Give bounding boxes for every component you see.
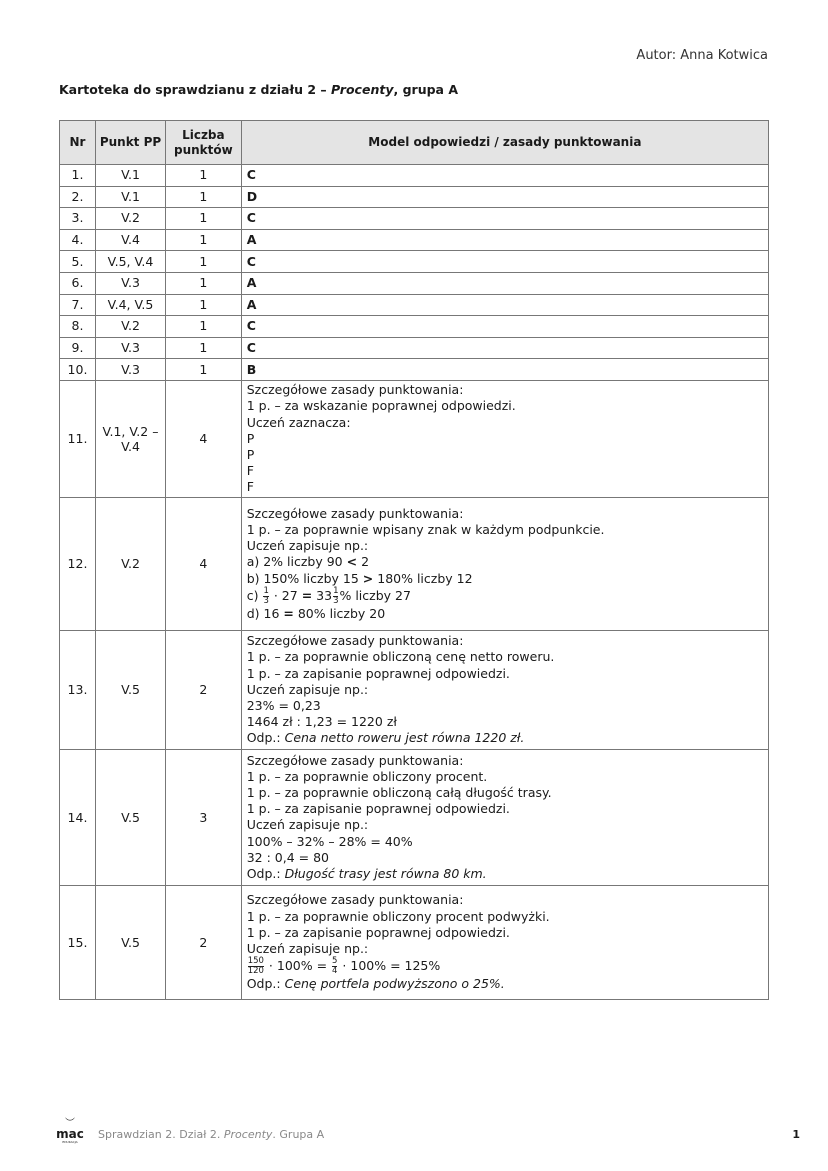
text-segment: P (246, 447, 255, 463)
text-segment: · 27 (269, 587, 302, 603)
denominator: 4 (332, 966, 338, 977)
footer-topic: Procenty (223, 1128, 273, 1141)
cell-pts: 1 (166, 272, 242, 294)
cell-pts: 4 (166, 380, 242, 497)
answer-line (247, 801, 763, 817)
answer-line (247, 909, 763, 925)
answer-line (247, 447, 763, 463)
answer-line (247, 753, 763, 769)
text-segment: Cenę portfela podwyższono o 25%. (284, 976, 505, 992)
text-segment: Szczegółowe zasady punktowania: (246, 892, 464, 908)
answer-line (247, 850, 763, 866)
table-row (60, 229, 769, 251)
footer-prefix: Sprawdzian 2. Dział 2. (98, 1128, 224, 1141)
answer-line (247, 398, 763, 414)
title-suffix: , grupa A (393, 82, 459, 97)
cell-answer (241, 229, 768, 251)
table-row (60, 630, 769, 749)
cell-pp: V.5 (96, 630, 166, 749)
cell-pts: 1 (166, 208, 242, 230)
answer-line (247, 189, 763, 205)
answer-line (247, 506, 763, 522)
cell-nr: 3. (60, 208, 96, 230)
text-segment: % liczby 27 (339, 587, 411, 603)
answer-line (247, 362, 763, 378)
text-segment: D (246, 188, 258, 204)
text-segment: C (246, 210, 256, 226)
text-segment: 23% = 0,23 (246, 698, 321, 714)
author-label: Autor: Anna Kotwica (636, 48, 768, 63)
answer-line (247, 554, 763, 570)
text-segment: C (246, 253, 256, 269)
text-segment: Szczegółowe zasady punktowania: (246, 382, 464, 398)
answer-line (247, 297, 763, 313)
answer-line (247, 571, 763, 587)
cell-pp: V.2 (96, 497, 166, 630)
text-segment: A (246, 275, 257, 291)
footer-text (98, 1128, 324, 1141)
text-segment: = (283, 605, 294, 621)
cell-nr: 11. (60, 380, 96, 497)
text-segment: = (301, 587, 313, 603)
table-row (60, 294, 769, 316)
answer-line (247, 682, 763, 698)
header-liczba-punktow: Liczba punktów (166, 121, 242, 165)
cell-pts: 1 (166, 229, 242, 251)
table-row (60, 272, 769, 294)
text-segment: C (246, 340, 256, 356)
title-prefix: Kartoteka do sprawdzianu z działu 2 – (59, 82, 332, 97)
answer-line (247, 714, 763, 730)
table-row (60, 165, 769, 187)
cell-pts: 3 (166, 749, 242, 885)
numerator: 5 (332, 956, 338, 967)
table-row (60, 497, 769, 630)
cell-answer (241, 165, 768, 187)
cell-answer (241, 359, 768, 381)
cell-nr: 15. (60, 885, 96, 999)
text-segment: Uczeń zapisuje np.: (246, 817, 369, 833)
answer-line (247, 254, 763, 270)
cell-pp: V.1, V.2 – V.4 (96, 380, 166, 497)
text-segment: 2 (357, 554, 370, 570)
table-row (60, 186, 769, 208)
cell-answer (241, 186, 768, 208)
cell-pts: 1 (166, 337, 242, 359)
text-segment: 1 p. – za poprawnie obliczoną całą długość trasy. (246, 785, 552, 801)
answer-line (247, 382, 763, 398)
cell-pts: 2 (166, 885, 242, 999)
text-segment: Cena netto roweru jest równa 1220 zł. (284, 730, 525, 746)
answer-line (247, 606, 763, 622)
cell-nr: 9. (60, 337, 96, 359)
text-segment: · 100% = 125% (338, 958, 441, 974)
text-segment: · 100% = (264, 958, 332, 974)
text-segment: Odp.: (246, 730, 285, 746)
answer-line (247, 167, 763, 183)
text-segment: c) (246, 587, 263, 603)
cell-pp: V.3 (96, 337, 166, 359)
header-punkt-pp: Punkt PP (96, 121, 166, 165)
table-row (60, 208, 769, 230)
answer-line (247, 415, 763, 431)
fraction (248, 957, 264, 976)
table-row (60, 885, 769, 999)
denominator: 3 (333, 595, 339, 606)
answer-line (247, 649, 763, 665)
answer-line (247, 210, 763, 226)
answer-line (247, 538, 763, 554)
header-nr: Nr (60, 121, 96, 165)
text-segment: Szczegółowe zasady punktowania: (246, 752, 464, 768)
answer-line (247, 866, 763, 882)
answer-line (247, 785, 763, 801)
table-row (60, 316, 769, 338)
cell-answer (241, 251, 768, 273)
answer-line (247, 817, 763, 833)
cell-pp: V.5 (96, 885, 166, 999)
cell-pp: V.1 (96, 186, 166, 208)
text-segment: 32 : 0,4 = 80 (246, 849, 329, 865)
text-segment: Odp.: (246, 866, 285, 882)
table-row (60, 380, 769, 497)
cell-pts: 1 (166, 294, 242, 316)
text-segment: 1 p. – za zapisanie poprawnej odpowiedzi. (246, 924, 510, 940)
text-segment: 1 p. – za poprawnie obliczony procent. (246, 768, 488, 784)
publisher-logo: ︶ mac EDUKACJA (56, 1118, 84, 1144)
text-segment: P (246, 430, 255, 446)
answer-line (247, 834, 763, 850)
text-segment: 1 p. – za poprawnie wpisany znak w każdym podpunkcie. (246, 522, 605, 538)
page-title (59, 82, 458, 97)
page-number: 1 (792, 1128, 800, 1141)
cell-pp: V.5, V.4 (96, 251, 166, 273)
text-segment: < (346, 554, 358, 570)
cell-nr: 12. (60, 497, 96, 630)
header-model-odpowiedzi: Model odpowiedzi / zasady punktowania (241, 121, 768, 165)
text-segment: B (246, 361, 257, 377)
text-segment: Uczeń zapisuje np.: (246, 538, 369, 554)
text-segment: Długość trasy jest równa 80 km. (284, 866, 487, 882)
cell-answer (241, 208, 768, 230)
answer-line (247, 941, 763, 957)
text-segment: b) 150% liczby 15 (246, 570, 363, 586)
text-segment: 1 p. – za wskazanie poprawnej odpowiedzi. (246, 398, 516, 414)
cell-pts: 4 (166, 497, 242, 630)
cell-pp: V.2 (96, 208, 166, 230)
table-row (60, 337, 769, 359)
text-segment: Uczeń zaznacza: (246, 414, 351, 430)
text-segment: C (246, 167, 256, 183)
answer-line (247, 431, 763, 447)
text-segment: F (246, 463, 254, 479)
cell-answer (241, 337, 768, 359)
answer-line (247, 892, 763, 908)
answer-line (247, 666, 763, 682)
cell-pts: 1 (166, 359, 242, 381)
text-segment: Odp.: (246, 976, 285, 992)
text-segment: > (362, 570, 374, 586)
answer-line (247, 232, 763, 248)
table-row (60, 251, 769, 273)
text-segment: Uczeń zapisuje np.: (246, 681, 369, 697)
text-segment: 33 (312, 587, 333, 603)
cell-nr: 4. (60, 229, 96, 251)
text-segment: A (246, 232, 257, 248)
answer-line (247, 730, 763, 746)
cell-pp: V.5 (96, 749, 166, 885)
answer-line (247, 698, 763, 714)
cell-pp: V.4 (96, 229, 166, 251)
denominator: 3 (263, 595, 269, 606)
cell-nr: 2. (60, 186, 96, 208)
text-segment: 1 p. – za poprawnie obliczoną cenę netto roweru. (246, 649, 555, 665)
cell-nr: 13. (60, 630, 96, 749)
cell-pp: V.3 (96, 359, 166, 381)
answer-line (247, 318, 763, 334)
cell-pp: V.2 (96, 316, 166, 338)
answer-key-table (59, 120, 769, 1000)
text-segment: 180% liczby 12 (373, 570, 473, 586)
cell-nr: 8. (60, 316, 96, 338)
table-header (60, 121, 769, 165)
cell-nr: 1. (60, 165, 96, 187)
answer-line (247, 340, 763, 356)
fraction (263, 587, 268, 606)
cell-pts: 1 (166, 186, 242, 208)
answer-line (247, 463, 763, 479)
text-segment: 100% – 32% – 28% = 40% (246, 833, 413, 849)
cell-answer (241, 885, 768, 999)
text-segment: F (246, 479, 254, 495)
cell-pts: 1 (166, 251, 242, 273)
numerator: 1 (333, 585, 339, 596)
cell-answer (241, 272, 768, 294)
text-segment: a) 2% liczby 90 (246, 554, 347, 570)
footer (55, 1120, 800, 1150)
text-segment: 1 p. – za zapisanie poprawnej odpowiedzi. (246, 801, 510, 817)
cell-nr: 5. (60, 251, 96, 273)
answer-line (247, 587, 763, 606)
answer-line (247, 633, 763, 649)
fraction (332, 957, 337, 976)
cell-nr: 7. (60, 294, 96, 316)
text-segment: Szczegółowe zasady punktowania: (246, 505, 464, 521)
text-segment: d) 16 (246, 605, 284, 621)
answer-line (247, 479, 763, 495)
text-segment: C (246, 318, 256, 334)
table-row (60, 359, 769, 381)
text-segment: 1 p. – za poprawnie obliczony procent podwyżki. (246, 908, 550, 924)
denominator: 120 (247, 966, 264, 977)
text-segment: 80% liczby 20 (293, 605, 386, 621)
answer-line (247, 522, 763, 538)
text-segment: Uczeń zapisuje np.: (246, 941, 369, 957)
answer-line (247, 275, 763, 291)
cell-pp: V.3 (96, 272, 166, 294)
fraction (333, 587, 338, 606)
cell-answer (241, 749, 768, 885)
cell-pp: V.1 (96, 165, 166, 187)
text-segment: 1464 zł : 1,23 = 1220 zł (246, 714, 397, 730)
answer-line (247, 957, 763, 976)
table-row (60, 749, 769, 885)
cell-nr: 14. (60, 749, 96, 885)
footer-suffix: . Grupa A (272, 1128, 325, 1141)
answer-line (247, 925, 763, 941)
cell-nr: 10. (60, 359, 96, 381)
answer-line (247, 976, 763, 992)
cell-pts: 1 (166, 165, 242, 187)
cell-answer (241, 380, 768, 497)
title-topic: Procenty (331, 82, 394, 97)
cell-pts: 1 (166, 316, 242, 338)
cell-answer (241, 497, 768, 630)
cell-answer (241, 630, 768, 749)
cell-pts: 2 (166, 630, 242, 749)
answer-line (247, 769, 763, 785)
numerator: 1 (263, 585, 269, 596)
text-segment: Szczegółowe zasady punktowania: (246, 633, 464, 649)
cell-pp: V.4, V.5 (96, 294, 166, 316)
text-segment: 1 p. – za zapisanie poprawnej odpowiedzi. (246, 665, 510, 681)
numerator: 150 (247, 956, 264, 967)
cell-answer (241, 294, 768, 316)
cell-nr: 6. (60, 272, 96, 294)
cell-answer (241, 316, 768, 338)
text-segment: A (246, 296, 257, 312)
